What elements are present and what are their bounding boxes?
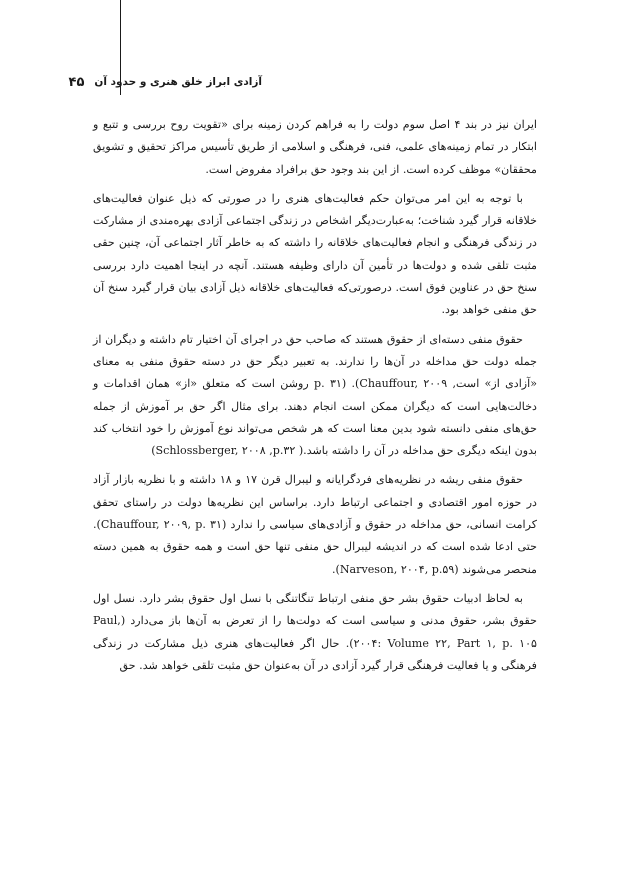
paragraph: حقوق منفی دسته‌ای از حقوق هستند که صاحب حق در اجرای آن اختیار تام داشته و دیگران از جمله دولت حق مداخله در آن‌ها را ندارند. به تعبیر دیگر حق در دسته حقوق منفی به معنای «آزادی از» است, p. ۳۱) .(Chauffour, ۲۰۰۹ روشن است که متعلق «از» همان اقدامات و دخالت‌هایی است که دیگران ممکن است انجام دهند. برای مثال اگر حق بر آموزش از جمله حق‌های منفی دانسته شود بدین معنا است که هر شخص می‌تواند نوع آموزش را خود انتخاب کند بدون اینکه دیگری حق مداخله در آن را داشته باشد.( Schlossberger, ۲۰۰۸ ,p.۳۲)	[93, 332, 538, 458]
page-number: ۴۵	[68, 74, 85, 90]
body-text	[93, 114, 537, 684]
paragraph: به لحاظ ادبیات حقوق بشر حق منفی ارتباط تنگاتنگی با نسل اول حقوق بشر دارد. نسل اول حقوق بشر، حقوق مدنی و سیاسی است که دولت‌ها را از تعرض به آن‌ها باز می‌دارد (Paul, ۲۰۰۴: Volume ۲۲, Part ۱, p. ۱۰۵). حال اگر فعالیت‌های هنری ذیل مشارکت در زندگی فرهنگی و یا فعالیت فرهنگی قرار گیرد آزادی در آن به‌عنوان حق مثبت تلقی خواهد شد. حق	[93, 591, 537, 672]
running-header-title: آزادی ابراز خلق هنری و حدود آن	[94, 76, 262, 88]
paragraph: ایران نیز در بند ۴ اصل سوم دولت را به فراهم کردن زمینه برای «تقویت روح بررسی و تتبع و ابتکار در تمام زمینه‌های علمی، فنی، فرهنگی و اسلامی از طریق تأسیس مراکز تحقیق و تشویق محققان» موظف کرده است. از این بند وجود حق برافراد مفروض است.	[93, 118, 537, 176]
paragraph: با توجه به این امر می‌توان حکم فعالیت‌های هنری را در صورتی که ذیل عنوان فعالیت‌های خلاقانه قرار گیرد شناخت؛ به‌عبارت‌دیگر اشخاص در زندگی اجتماعی آزادی بهره‌مندی از مشارکت در زندگی فرهنگی و انجام فعالیت‌های خلاقانه را داشته که به خاطر آثار اجتماعی آن، چنین حقی مثبت تلقی شده و دولت‌ها در تأمین آن دارای وظیفه هستند. آنچه در اینجا اهمیت دارد بررسی سنخ حق در عناوین فوق است. درصورتی‌که فعالیت‌های خلاقانه ذیل آزادی بیان قرار گیرد سنخ آن حق منفی خواهد بود.	[93, 191, 537, 317]
paragraph: حقوق منفی ریشه در نظریه‌های فردگرایانه و لیبرال قرن ۱۷ و ۱۸ داشته و با نظریه بازار آزاد در حوزه امور اقتصادی و اجتماعی ارتباط دارد. براساس این نظریه‌ها دولت در راستای تحقق کرامت انسانی، حق مداخله در حقوق و آزادی‌های سیاسی را ندارد (Chauffour, ۲۰۰۹, p. ۳۱). حتی ادعا شده است که در اندیشه لیبرال حق منفی تنها حق است و همه حقوق به همین دسته منحصر می‌شوند (Narveson, ۲۰۰۴, p.۵۹).	[93, 473, 537, 576]
running-header	[69, 70, 262, 94]
